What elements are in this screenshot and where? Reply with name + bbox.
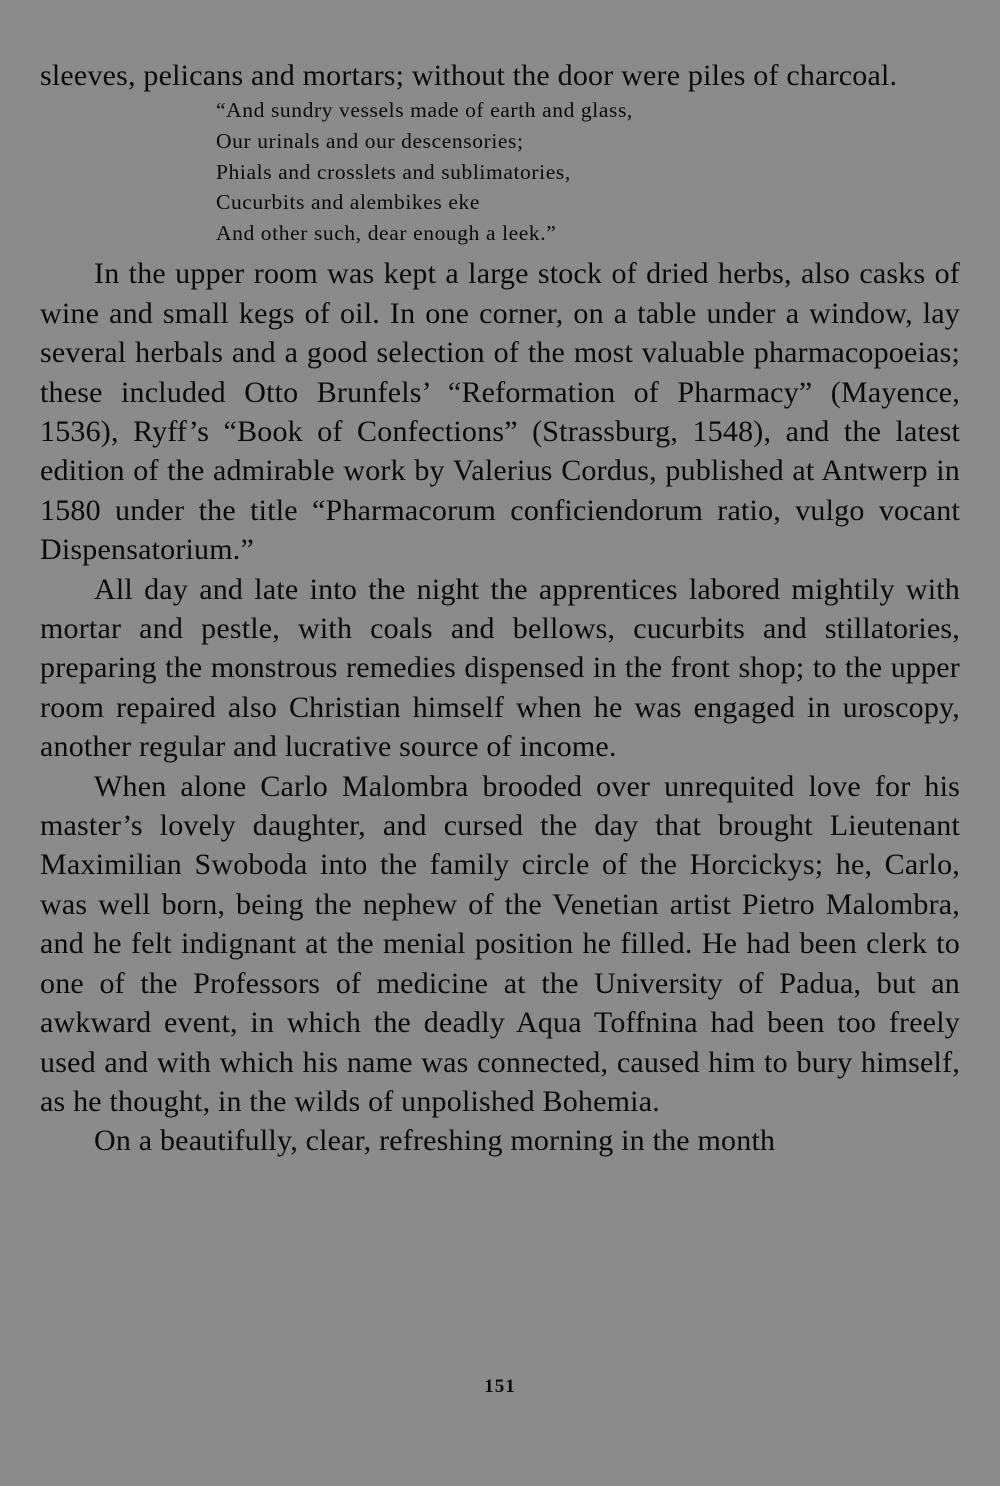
verse-line: Phials and crosslets and sublimatories, [216, 159, 571, 184]
verse-line: “And sundry vessels made of earth and glass, [216, 98, 633, 123]
paragraph-morning: On a beautifully, clear, refreshing morning in the month [94, 1124, 776, 1158]
paragraph-upper-room: In the upper room was kept a large stock of dried herbs, also casks of wine and small kegs of oil. In one corner, on a table under a window, lay several herbals and a good selection of the most valuable pharmacopoeias; these included Otto Brunfels’ “Reformation of Pharmacy” (Mayence, 1536), Ryff’s “Book of Confections” (Strassburg, 1548), and the latest edition of the admirable work by Valerius Cordus, published at Antwerp in 1580 under the title “Pharmacorum conficiendorum ratio, vulgo vocant Dispensatorium.” [40, 257, 960, 567]
verse-quotation [216, 95, 960, 248]
paragraph-carlo-malombra: When alone Carlo Malombra brooded over unrequited love for his master’s lovely daughter, and cursed the day that brought Lieutenant Maximilian Swoboda into the family circle of the Horcickys; he, Carlo, was well born, being the nephew of the Venetian artist Pietro Malombra, and he felt indignant at the menial position he filled. He had been clerk to one of the Professors of medicine at the University of Padua, but an awkward event, in which the deadly Aqua Toffnina had been too freely used and with which his name was connected, caused him to bury himself, as he thought, in the wilds of unpolished Bohemia. [40, 769, 960, 1118]
verse-line: Our urinals and our descensories; [216, 129, 524, 153]
verse-line: And other such, dear enough a leek.” [216, 220, 557, 245]
page-number: 151 [484, 1376, 516, 1397]
verse-line: Cucurbits and alembikes eke [216, 190, 480, 215]
book-page [40, 56, 960, 1161]
opening-paragraph: sleeves, pelicans and mortars; without the door were piles of charcoal. [40, 59, 898, 92]
paragraph-apprentices: All day and late into the night the apprentices labored mightily with mortar and pestle, with coals and bellows, cucurbits and stillatories, preparing the monstrous remedies dispensed in the front shop; to the upper room repaired also Christian himself when he was engaged in uroscopy, another regular and lucrative source of income. [40, 572, 960, 764]
